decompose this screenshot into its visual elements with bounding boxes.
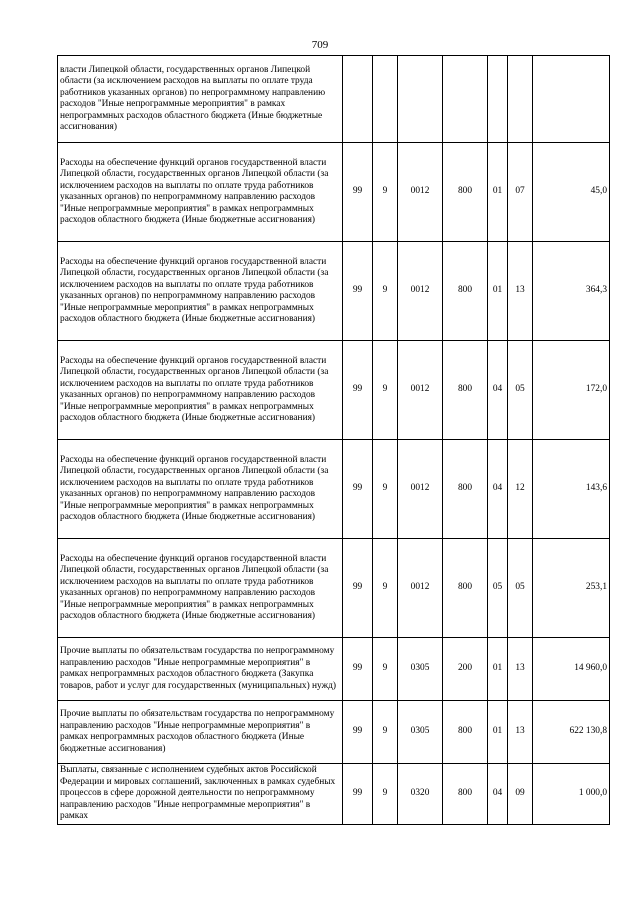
table-row xyxy=(58,539,610,638)
expense-type-code: 800 xyxy=(443,143,488,242)
table-row xyxy=(58,242,610,341)
direction-code: 0012 xyxy=(398,539,443,638)
program-code: 99 xyxy=(343,701,373,764)
subsection-code: 07 xyxy=(508,143,533,242)
section-code: 04 xyxy=(488,764,508,825)
subprogram-code: 9 xyxy=(373,539,398,638)
program-code xyxy=(343,56,373,143)
direction-code: 0320 xyxy=(398,764,443,825)
program-code: 99 xyxy=(343,440,373,539)
direction-code: 0305 xyxy=(398,701,443,764)
subsection-code: 05 xyxy=(508,539,533,638)
subprogram-code: 9 xyxy=(373,143,398,242)
section-code: 05 xyxy=(488,539,508,638)
section-code: 01 xyxy=(488,143,508,242)
amount-value: 253,1 xyxy=(533,539,610,638)
table-row xyxy=(58,56,610,143)
table-row xyxy=(58,638,610,701)
direction-code: 0012 xyxy=(398,440,443,539)
table-row xyxy=(58,440,610,539)
subprogram-code: 9 xyxy=(373,242,398,341)
expense-type-code: 800 xyxy=(443,440,488,539)
program-code: 99 xyxy=(343,539,373,638)
subsection-code xyxy=(508,56,533,143)
subsection-code: 09 xyxy=(508,764,533,825)
budget-table xyxy=(57,55,610,825)
subprogram-code: 9 xyxy=(373,440,398,539)
subsection-code: 13 xyxy=(508,701,533,764)
section-code: 01 xyxy=(488,701,508,764)
direction-code: 0012 xyxy=(398,143,443,242)
direction-code: 0305 xyxy=(398,638,443,701)
expense-type-code: 800 xyxy=(443,539,488,638)
row-description: Выплаты, связанные с исполнением судебных актов Российской Федерации и мировых соглашений, заключенных в рамках судебных процессов в сфере дорожной деятельности по непрограммному направлению расходов "Иные непрограммные мероприятия" в рамках xyxy=(58,764,343,825)
subsection-code: 13 xyxy=(508,638,533,701)
row-description: Прочие выплаты по обязательствам государства по непрограммному направлению расходов "Иные непрограммные мероприятия" в рамках непрограммных расходов областного бюджета (Иные бюджетные ассигнования) xyxy=(58,701,343,764)
subsection-code: 12 xyxy=(508,440,533,539)
direction-code xyxy=(398,56,443,143)
subprogram-code: 9 xyxy=(373,341,398,440)
expense-type-code: 800 xyxy=(443,764,488,825)
expense-type-code xyxy=(443,56,488,143)
amount-value: 172,0 xyxy=(533,341,610,440)
program-code: 99 xyxy=(343,764,373,825)
section-code: 01 xyxy=(488,638,508,701)
section-code: 01 xyxy=(488,242,508,341)
section-code: 04 xyxy=(488,341,508,440)
expense-type-code: 800 xyxy=(443,701,488,764)
amount-value: 45,0 xyxy=(533,143,610,242)
amount-value: 143,6 xyxy=(533,440,610,539)
subsection-code: 13 xyxy=(508,242,533,341)
program-code: 99 xyxy=(343,242,373,341)
row-description: власти Липецкой области, государственных органов Липецкой области (за исключением расходов на выплаты по оплате труда работников указанных органов) по непрограммному направлению расходов "Иные непрограммные мероприятия" в рамках непрограммных расходов областного бюджета (Иные бюджетные ассигнования) xyxy=(58,56,343,143)
program-code: 99 xyxy=(343,638,373,701)
program-code: 99 xyxy=(343,341,373,440)
table-row xyxy=(58,341,610,440)
table-row xyxy=(58,143,610,242)
expense-type-code: 800 xyxy=(443,341,488,440)
table-row xyxy=(58,701,610,764)
section-code: 04 xyxy=(488,440,508,539)
amount-value: 14 960,0 xyxy=(533,638,610,701)
direction-code: 0012 xyxy=(398,341,443,440)
amount-value: 1 000,0 xyxy=(533,764,610,825)
table-row xyxy=(58,764,610,825)
section-code xyxy=(488,56,508,143)
amount-value: 364,3 xyxy=(533,242,610,341)
amount-value xyxy=(533,56,610,143)
amount-value: 622 130,8 xyxy=(533,701,610,764)
expense-type-code: 200 xyxy=(443,638,488,701)
direction-code: 0012 xyxy=(398,242,443,341)
subprogram-code xyxy=(373,56,398,143)
row-description: Расходы на обеспечение функций органов государственной власти Липецкой области, государственных органов Липецкой области (за исключением расходов на выплаты по оплате труда работников указанных органов) по непрограммному направлению расходов "Иные непрограммные мероприятия" в рамках непрограммных расходов областного бюджета (Иные бюджетные ассигнования) xyxy=(58,539,343,638)
expense-type-code: 800 xyxy=(443,242,488,341)
program-code: 99 xyxy=(343,143,373,242)
page-number: 709 xyxy=(311,39,329,51)
row-description: Расходы на обеспечение функций органов государственной власти Липецкой области, государственных органов Липецкой области (за исключением расходов на выплаты по оплате труда работников указанных органов) по непрограммному направлению расходов "Иные непрограммные мероприятия" в рамках непрограммных расходов областного бюджета (Иные бюджетные ассигнования) xyxy=(58,341,343,440)
subsection-code: 05 xyxy=(508,341,533,440)
row-description: Расходы на обеспечение функций органов государственной власти Липецкой области, государственных органов Липецкой области (за исключением расходов на выплаты по оплате труда работников указанных органов) по непрограммному направлению расходов "Иные непрограммные мероприятия" в рамках непрограммных расходов областного бюджета (Иные бюджетные ассигнования) xyxy=(58,242,343,341)
row-description: Прочие выплаты по обязательствам государства по непрограммному направлению расходов "Иные непрограммные мероприятия" в рамках непрограммных расходов областного бюджета (Закупка товаров, работ и услуг для государственных (муниципальных) нужд) xyxy=(58,638,343,701)
subprogram-code: 9 xyxy=(373,701,398,764)
subprogram-code: 9 xyxy=(373,764,398,825)
subprogram-code: 9 xyxy=(373,638,398,701)
row-description: Расходы на обеспечение функций органов государственной власти Липецкой области, государственных органов Липецкой области (за исключением расходов на выплаты по оплате труда работников указанных органов) по непрограммному направлению расходов "Иные непрограммные мероприятия" в рамках непрограммных расходов областного бюджета (Иные бюджетные ассигнования) xyxy=(58,143,343,242)
row-description: Расходы на обеспечение функций органов государственной власти Липецкой области, государственных органов Липецкой области (за исключением расходов на выплаты по оплате труда работников указанных органов) по непрограммному направлению расходов "Иные непрограммные мероприятия" в рамках непрограммных расходов областного бюджета (Иные бюджетные ассигнования) xyxy=(58,440,343,539)
